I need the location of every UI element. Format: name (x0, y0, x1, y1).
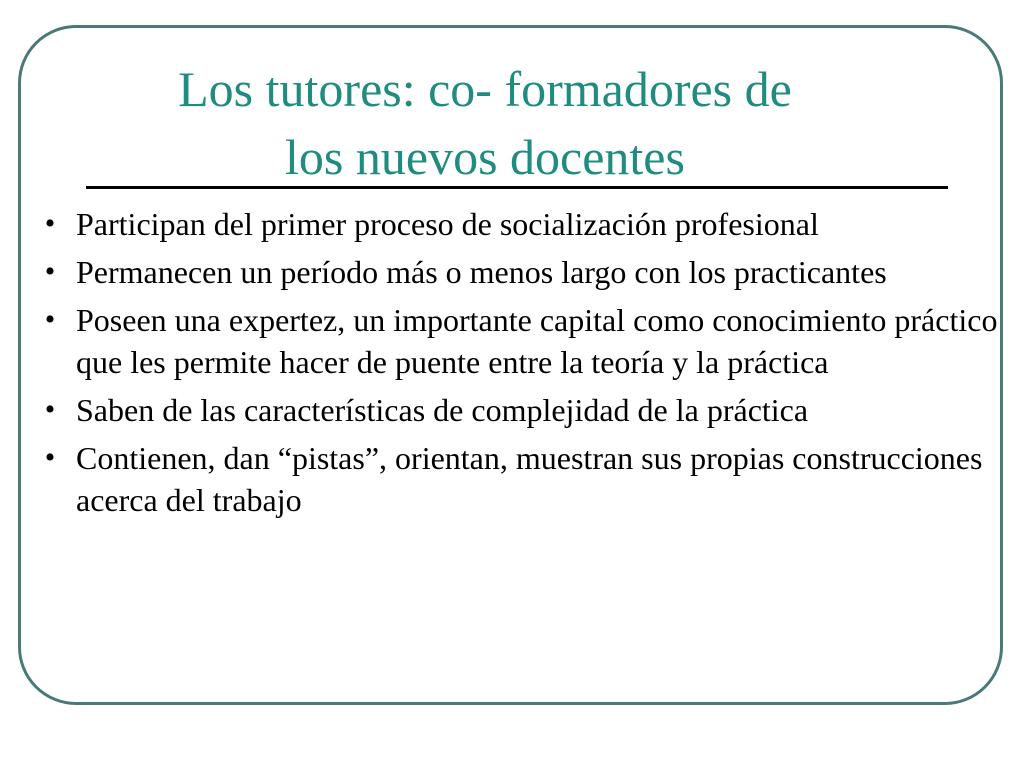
bullet-text: Participan del primer proceso de socialización profesional (76, 206, 819, 242)
bullet-text: Permanecen un período más o menos largo con los practicantes (76, 254, 887, 290)
bullet-icon: • (44, 303, 56, 336)
slide-title-line-2: los nuevos docentes (285, 129, 685, 185)
title-underline (86, 186, 948, 189)
bullet-icon: • (44, 441, 56, 474)
bullet-icon: • (44, 207, 56, 240)
bullet-item (30, 389, 1005, 431)
bullet-icon: • (44, 393, 56, 426)
bullet-item (30, 437, 1005, 521)
bullet-icon: • (44, 255, 56, 288)
bullet-text: Saben de las características de complejidad de la práctica (76, 392, 809, 428)
slide-title (40, 55, 930, 191)
bullet-item (30, 203, 1005, 245)
bullet-item (30, 251, 1005, 293)
bullet-item (30, 299, 1005, 383)
bullet-text: Contienen, dan “pistas”, orientan, muestran sus propias construcciones acerca del trabajo (76, 440, 983, 518)
slide-title-line-1: Los tutores: co- formadores de (178, 61, 792, 117)
bullet-text: Poseen una expertez, un importante capital como conocimiento práctico que les permite hacer de puente entre la teoría y la práctica (76, 302, 998, 380)
bullet-list (30, 203, 1005, 527)
